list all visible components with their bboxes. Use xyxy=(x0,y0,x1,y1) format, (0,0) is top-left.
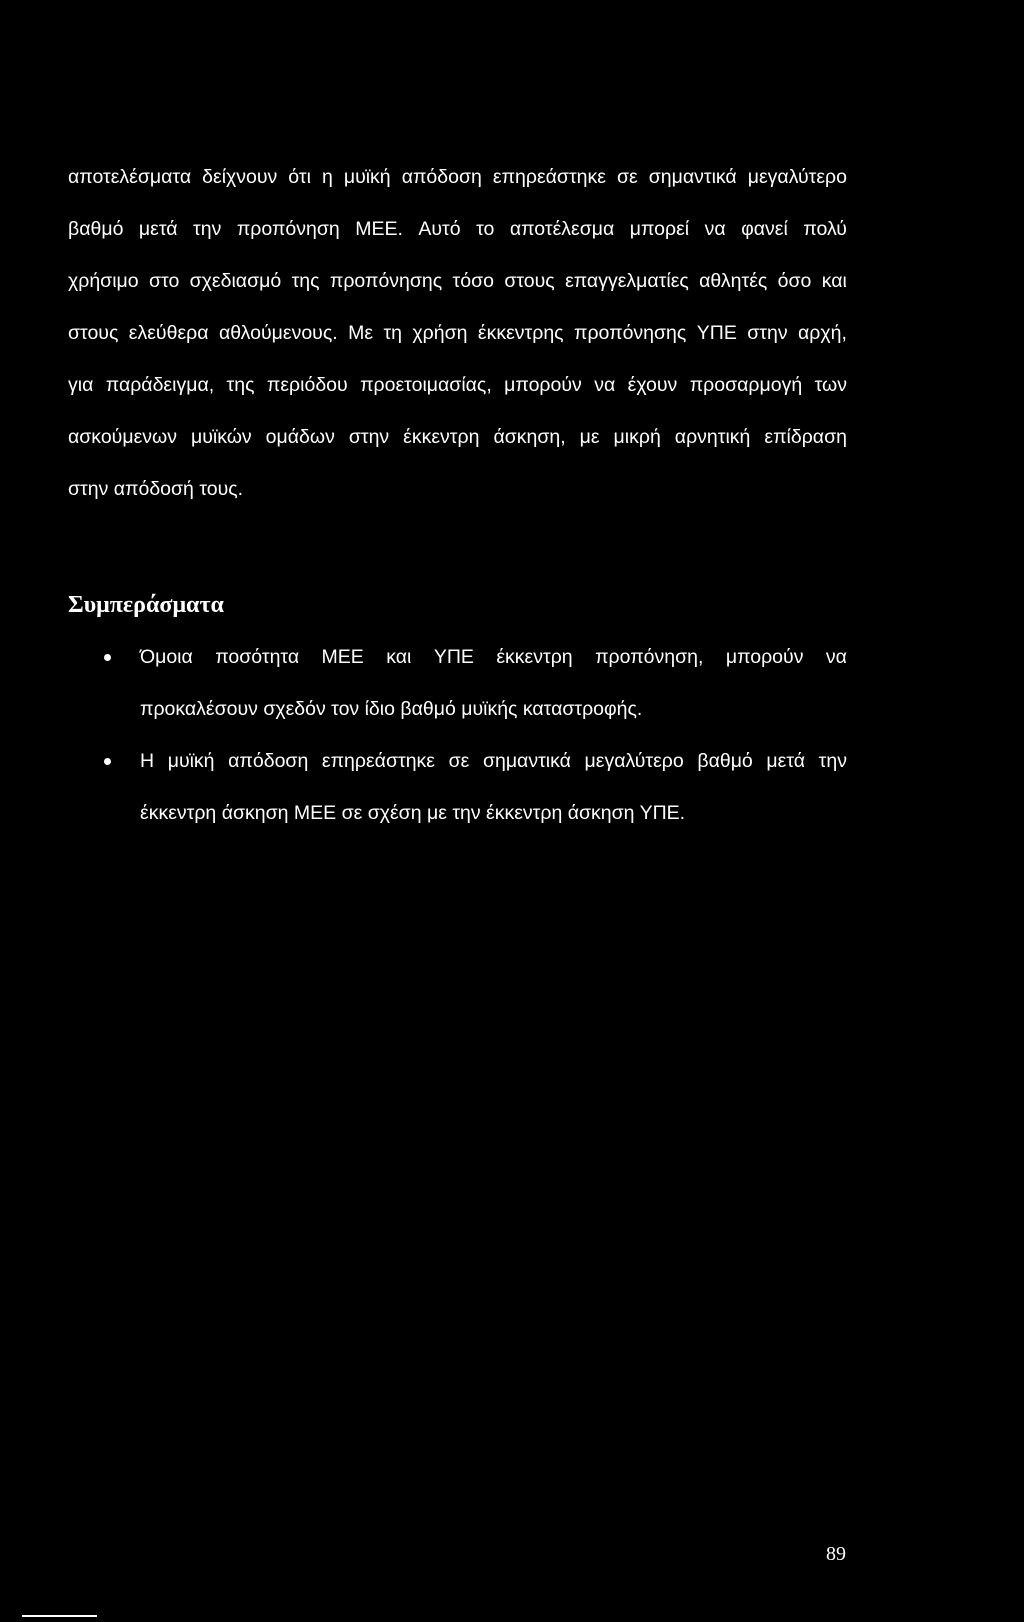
word: μικρή xyxy=(613,426,661,448)
word: ασκούμενων xyxy=(68,426,177,448)
word: τη xyxy=(383,322,402,344)
word: προπόνησης xyxy=(329,270,443,292)
word: αποτελέσματα xyxy=(68,166,192,188)
footer-rule xyxy=(22,1615,97,1617)
page-number: 89 xyxy=(826,1543,846,1565)
section-heading: Συμπεράσματα xyxy=(68,592,224,618)
word: Η xyxy=(140,750,155,772)
word: μεγαλύτερο xyxy=(747,166,847,188)
word: ΥΠΕ xyxy=(696,322,737,344)
word: μυϊκή xyxy=(167,750,215,772)
word: σχεδιασμό xyxy=(189,270,282,292)
word: προπόνηση xyxy=(236,218,340,240)
paragraph-line-5 xyxy=(68,372,847,398)
word: ΥΠΕ xyxy=(433,646,474,668)
word: προσαρμογή xyxy=(689,374,803,396)
word: έκκεντρης xyxy=(477,322,564,344)
bullet-icon xyxy=(104,654,111,661)
word: προπόνηση, xyxy=(595,646,704,668)
word: στους xyxy=(504,270,555,292)
paragraph-line-1 xyxy=(68,164,847,190)
word: αποτέλεσμα xyxy=(509,218,615,240)
word: άσκηση, xyxy=(493,426,566,448)
word: μπορούν xyxy=(504,374,582,396)
word: χρήση xyxy=(412,322,468,344)
word: περιόδου xyxy=(266,374,348,396)
word: προπόνησης xyxy=(574,322,687,344)
word: Αυτό xyxy=(418,218,461,240)
word: Με xyxy=(348,322,374,344)
word: ελεύθερα xyxy=(128,322,209,344)
word: ΜΕΕ xyxy=(321,646,364,668)
word: αρχή, xyxy=(798,322,847,344)
word: απόδοση xyxy=(401,166,482,188)
word: στο xyxy=(148,270,180,292)
word: μπορεί xyxy=(629,218,690,240)
word: επηρεάστηκε xyxy=(492,166,606,188)
word: ποσότητα xyxy=(215,646,300,668)
word: μετά xyxy=(766,750,806,772)
word: μετά xyxy=(138,218,178,240)
word: επαγγελματίες xyxy=(565,270,689,292)
word: τόσο xyxy=(452,270,494,292)
word: και xyxy=(386,646,412,668)
word: δείχνουν xyxy=(202,166,278,188)
word: σε xyxy=(616,166,638,188)
word: προετοιμασίας, xyxy=(360,374,492,396)
word: η xyxy=(321,166,333,188)
word: ΜΕΕ. xyxy=(355,218,403,240)
bullet-icon xyxy=(104,758,111,765)
word: στους xyxy=(68,322,119,344)
bullet-1-line-1 xyxy=(140,644,847,670)
word: σημαντικά xyxy=(648,166,737,188)
word: της xyxy=(226,374,255,396)
word: επηρεάστηκε xyxy=(321,750,435,772)
paragraph-line-3 xyxy=(68,268,847,294)
word: όσο xyxy=(777,270,812,292)
paragraph-line-2 xyxy=(68,216,847,242)
word: και xyxy=(821,270,847,292)
word: να xyxy=(825,646,847,668)
word: επίδραση xyxy=(764,426,847,448)
word: βαθμό xyxy=(68,218,124,240)
word: να xyxy=(704,218,726,240)
word: μεγαλύτερο xyxy=(584,750,684,772)
word: ομάδων xyxy=(265,426,335,448)
word: της xyxy=(291,270,320,292)
word: αρνητική xyxy=(674,426,751,448)
word: αθλητές xyxy=(699,270,768,292)
bullet-1-line-2: προκαλέσουν σχεδόν τον ίδιο βαθμό μυϊκής καταστροφής. xyxy=(140,698,643,720)
word: έκκεντρη xyxy=(496,646,573,668)
bullet-2-line-2: έκκεντρη άσκηση ΜΕΕ σε σχέση με την έκκεντρη άσκηση ΥΠΕ. xyxy=(140,802,686,824)
word: για xyxy=(68,374,94,396)
word: έκκεντρη xyxy=(403,426,480,448)
word: να xyxy=(594,374,616,396)
paragraph-line-4 xyxy=(68,320,847,346)
word: ότι xyxy=(288,166,311,188)
word: στην xyxy=(747,322,788,344)
word: παράδειγμα, xyxy=(105,374,215,396)
word: φανεί xyxy=(741,218,788,240)
paragraph-line-6 xyxy=(68,424,847,450)
bullet-2-line-1 xyxy=(140,748,847,774)
word: με xyxy=(579,426,600,448)
word: μυϊκών xyxy=(190,426,252,448)
word: σημαντικά xyxy=(482,750,571,772)
word: απόδοση xyxy=(228,750,309,772)
word: έχουν xyxy=(627,374,678,396)
word: των xyxy=(814,374,847,396)
word: χρήσιμο xyxy=(68,270,139,292)
word: στην xyxy=(348,426,390,448)
paragraph-line-7: στην απόδοσή τους. xyxy=(68,478,244,500)
word: αθλούμενους. xyxy=(218,322,338,344)
word: βαθμό xyxy=(697,750,753,772)
word: Όμοια xyxy=(140,646,193,668)
word: την xyxy=(818,750,847,772)
word: πολύ xyxy=(803,218,847,240)
word: το xyxy=(476,218,495,240)
word: μυϊκή xyxy=(343,166,391,188)
word: μπορούν xyxy=(725,646,804,668)
word: την xyxy=(193,218,222,240)
word: σε xyxy=(448,750,470,772)
